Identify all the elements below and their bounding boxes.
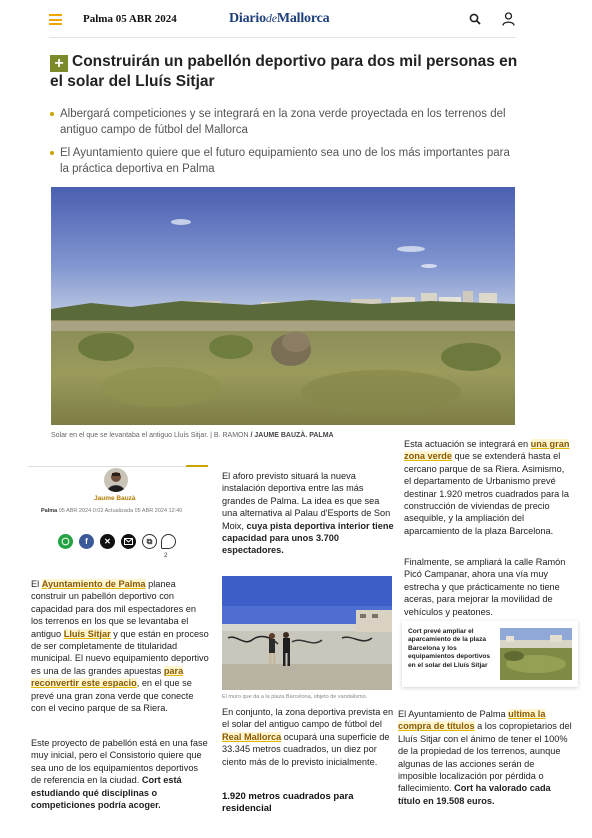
link-zona-verde[interactable]: una gran zona verde: [404, 439, 570, 462]
author-name[interactable]: Jaume Bauzà: [94, 495, 136, 502]
comment-count: 2: [164, 553, 168, 559]
share-bar: [58, 534, 178, 552]
author-city: Palma: [41, 508, 58, 514]
link-real-mallorca[interactable]: Real Mallorca: [222, 731, 282, 742]
text-run: a los copropietarios del Lluís Sitjar con el ánimo de tener el 100% de la propiedad de los terrenos, aunque algunas de las acciones serán de imposible localización por pérdida o fallecimiento.: [398, 721, 572, 794]
text-run: El Ayuntamiento de Palma: [398, 709, 509, 719]
comment-icon[interactable]: [161, 534, 176, 549]
main-photo[interactable]: [51, 187, 515, 425]
text-bold: cuya pista deportiva interior tiene capacidad para unos 3.700 espectadores.: [222, 520, 394, 556]
link-reconvertir[interactable]: para reconvertir este espacio: [31, 665, 184, 689]
text-run: El: [31, 579, 42, 589]
related-article-title: Cort prevé ampliar el aparcamiento de la plaza Barcelona y los equipamientos deportivos en el solar del Lluís Sitjar: [408, 628, 491, 669]
paragraph: [398, 708, 572, 807]
logo-main: Diario: [229, 11, 266, 26]
paragraph: [31, 578, 209, 714]
text-run: En conjunto, la zona deportiva prevista en el solar del antiguo campo de fútbol del: [222, 707, 394, 730]
text-run: , en el que se prevé una gran zona verde que conecte con el vecino parque de sa Riera.: [31, 678, 194, 714]
x-icon[interactable]: ✕: [100, 534, 115, 549]
paragraph: [404, 438, 572, 537]
email-icon[interactable]: [121, 534, 136, 549]
site-logo[interactable]: [229, 11, 329, 27]
related-article-card[interactable]: [402, 621, 578, 687]
paragraph: [222, 706, 394, 768]
text-bold: Cort ha valorado cada título en 19.508 euros.: [398, 783, 551, 806]
link-ayuntamiento[interactable]: Ayuntamiento de Palma: [41, 579, 146, 589]
avatar[interactable]: [104, 468, 128, 492]
article-date: [41, 508, 182, 514]
text-run: y que están en proceso de ser completamente de titularidad municipal. El nuevo equipamiento deportivo es una de las grandes apuestas: [31, 628, 209, 676]
top-bar: [0, 0, 592, 40]
copy-icon[interactable]: ⧉: [142, 534, 157, 549]
wall-photo[interactable]: [222, 576, 392, 690]
article-headline: [50, 52, 520, 91]
publish-date: 05 ABR 2024 0:02 Actualizada 05 ABR 2024 12:40: [58, 508, 183, 514]
plus-badge: +: [50, 55, 68, 72]
text-bold: Cort está estudiando qué disciplinas o competiciones podría acoger.: [31, 775, 182, 811]
summary-item: El Ayuntamiento quiere que el futuro equipamiento sea uno de los más importantes para la práctica deportiva en Palma: [50, 145, 516, 177]
text-run: planea construir un pabellón deportivo con capacidad para dos mil espectadores en los terrenos en los que se levantaba el antiguo: [31, 579, 196, 639]
facebook-icon[interactable]: f: [79, 534, 94, 549]
text-run: Este proyecto de pabellón está en una fase muy inicial, pero el Consistorio quiere que sea uno de los equipamientos deportivos de referencia en la ciudad.: [31, 738, 208, 786]
user-icon[interactable]: [502, 12, 515, 26]
section-subheading: 1.920 metros cuadrados para residencial: [222, 791, 354, 814]
paragraph: [31, 737, 209, 811]
text-run: que se extenderá hasta el cercano parque de sa Riera. Asimismo, el departamento de Urbanismo prevé destinar 1.920 metros cuadrados para la construcción de viviendas de precio asequible, y la ampliación del aparcamiento de la plaza Barcelona.: [404, 451, 569, 536]
header-divider: [49, 37, 516, 38]
hamburger-icon[interactable]: [49, 14, 62, 25]
header-date: Palma 05 ABR 2024: [83, 13, 177, 25]
link-compra-titulos[interactable]: ultima la compra de títulos: [398, 709, 546, 732]
author-divider: [28, 466, 208, 467]
photo-caption-credit: / JAUME BAUZÀ. PALMA: [250, 432, 334, 439]
text-run: ocupará una superficie de 33.345 metros cuadrados, un diez por ciento más de lo previsto inicialmente.: [222, 731, 390, 767]
paragraph: Finalmente, se ampliará la calle Ramón Picó Campanar, ahora una vía muy estrecha y que prácticamente no tiene aceras, para mejorar la movilidad de vehículos y peatones.: [404, 557, 566, 617]
link-lluis-sitjar[interactable]: Lluís Sitjar: [63, 628, 111, 639]
logo-end: Mallorca: [276, 11, 330, 26]
paragraph-container: [398, 708, 572, 807]
paragraph: [222, 470, 394, 557]
related-article-image: [500, 628, 572, 680]
article-summary: [50, 106, 516, 184]
photo-caption-text: Solar en el que se levantaba el antiguo Lluís Sitjar. | B. RAMON: [51, 432, 249, 439]
photo-caption: [51, 432, 334, 439]
search-icon[interactable]: [469, 13, 481, 25]
text-run: El aforo previsto situará la nueva instalación deportiva entre las más grandes de Palma. La idea es que sea una alternativa al Palau d'Esports de Son Moix,: [222, 471, 391, 531]
summary-item: Albergará competiciones y se integrará en la zona verde proyectada en los terrenos del antiguo campo de fútbol del Mallorca: [50, 106, 516, 138]
logo-de: de: [265, 11, 277, 25]
text-run: Esta actuación se integrará en: [404, 439, 531, 449]
whatsapp-icon[interactable]: [58, 534, 73, 549]
wall-photo-caption: El muro que da a la plaza Barcelona, objeto de vandalismo.: [222, 694, 368, 700]
headline-text: Construirán un pabellón deportivo para dos mil personas en el solar del Lluís Sitjar: [50, 53, 518, 90]
